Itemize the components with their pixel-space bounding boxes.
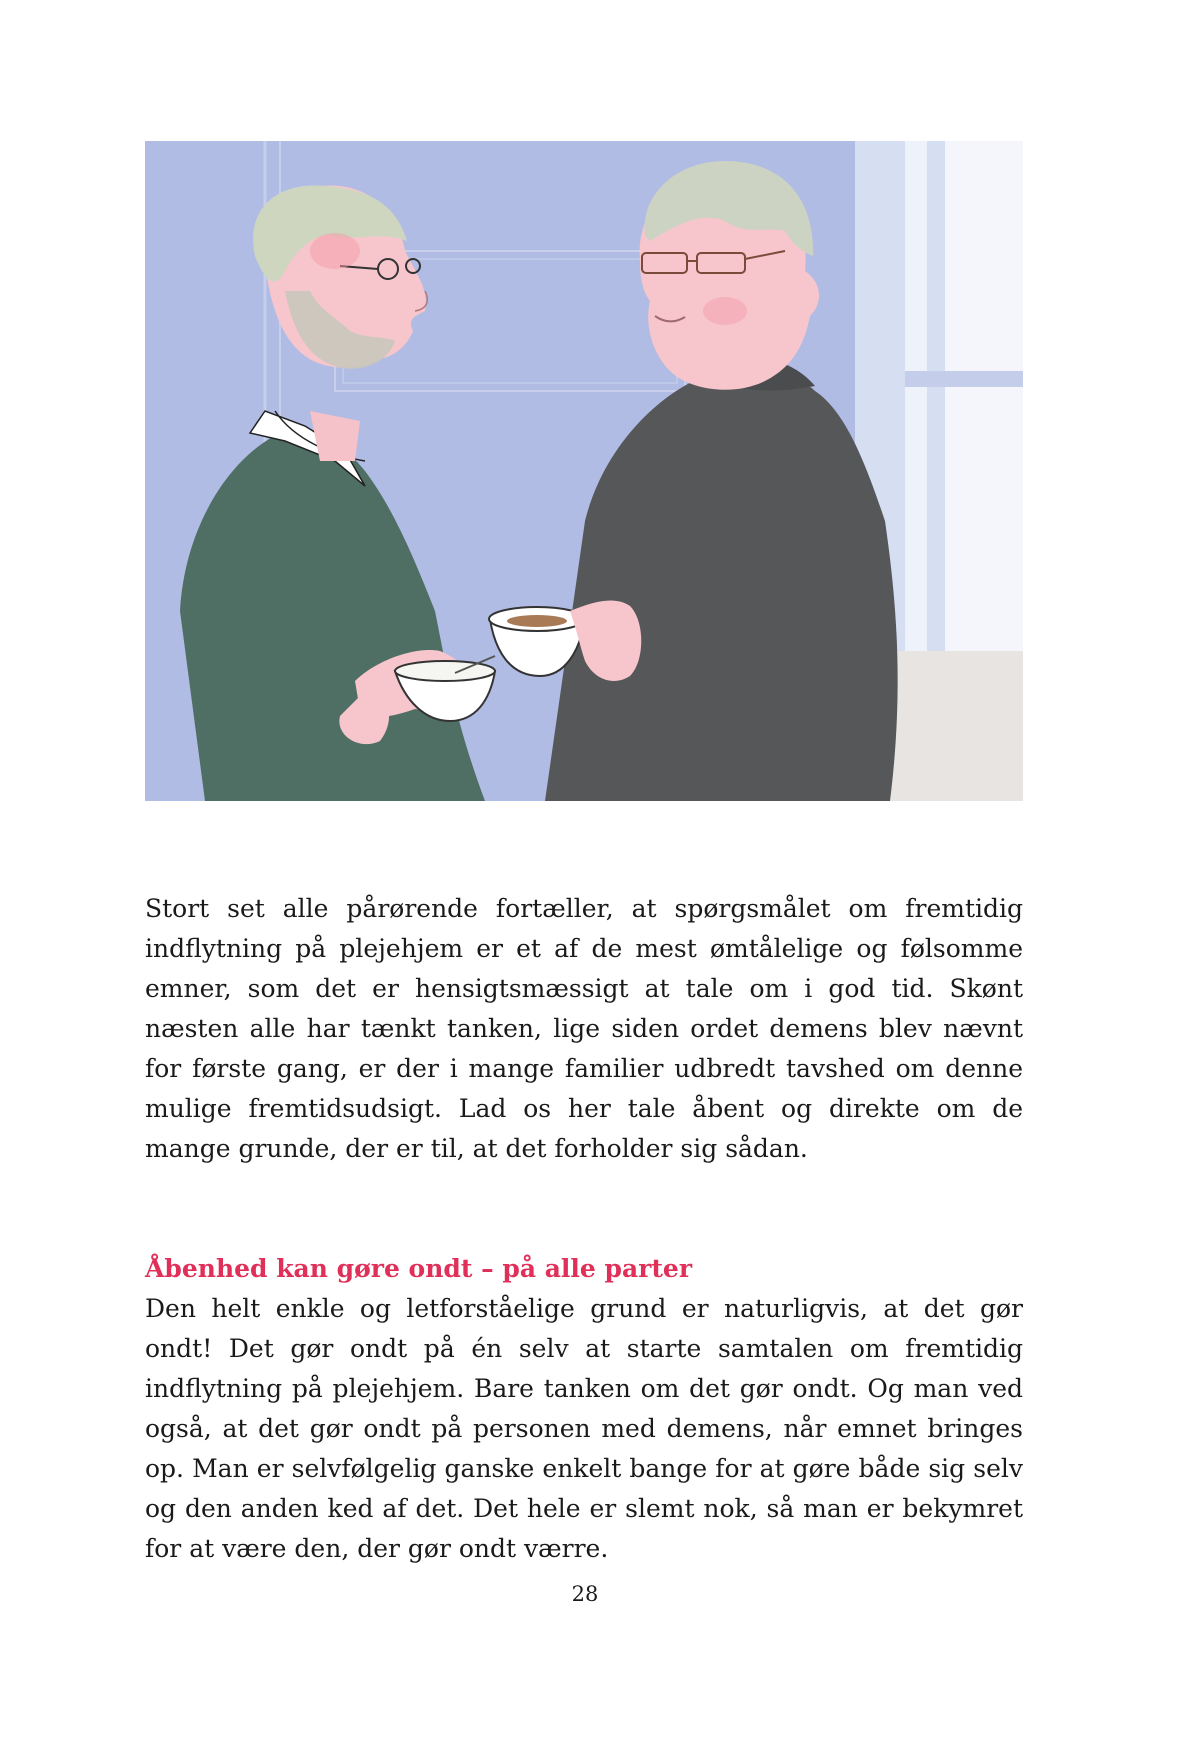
page-number: 28 (571, 1582, 599, 1606)
section-paragraph: Den helt enkle og letforståelige grund er naturligvis, at det gør ondt! Det gør ondt på én selv at starte samtalen om fremtidig indflytning på plejehjem. Bare tanken om det gør ondt. Og man ved også, at det gør ondt på personen med demens, når emnet bringes op. Man er selvfølgelig ganske enkelt bange for at gøre både sig selv og den anden ked af det. Det hele er slemt nok, så man er bekymret for at være den, der gør ondt værre. (145, 1294, 1023, 1563)
illustration-drawing (145, 141, 1023, 801)
illustration (145, 141, 1023, 801)
section-heading: Åbenhed kan gøre ondt – på alle parter (145, 1254, 693, 1283)
intro-paragraph: Stort set alle pårørende fortæller, at spørgsmålet om fremtidig indflytning på plejehjem er et af de mest ømtålelige og følsomme emner, som det er hensigtsmæssigt at tale om i god tid. Skønt næsten alle har tænkt tanken, lige siden ordet demens blev nævnt for første gang, er der i mange familier udbredt tavshed om denne mulige fremtidsudsigt. Lad os her tale åbent og direkte om de mange grunde, der er til, at det forholder sig sådan. (145, 894, 1023, 1163)
